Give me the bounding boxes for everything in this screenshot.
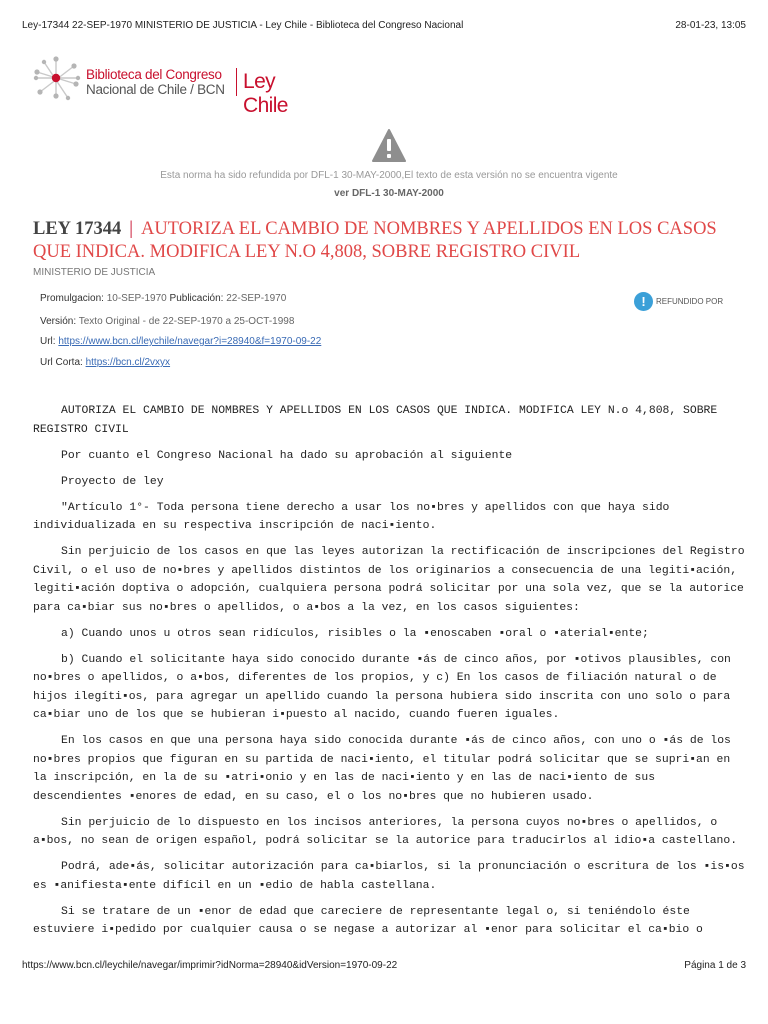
meta-url-short <box>40 357 170 368</box>
ley-chile-brand: Ley Chile <box>243 70 288 117</box>
body-paragraph: Sin perjuicio de los casos en que las leyes autorizan la rectificación de inscripciones del Registro Civil, o el uso de no▪bres y apellidos distintos de los originarios a consecuencia de una legiti▪ación, legiti▪ación doptiva o adopción, cualquiera persona podrá solicitar por una sola vez, que se la autorice para ca▪biar sus no▪bres o apellidos, o a▪bos a la vez, en los casos siguientes: <box>33 546 745 614</box>
print-header-title: Ley-17344 22-SEP-1970 MINISTERIO DE JUSTICIA - Ley Chile - Biblioteca del Congreso Nacional <box>22 20 464 31</box>
exclamation-icon: ! <box>634 292 653 311</box>
body-paragraph: Podrá, ade▪ás, solicitar autorización para ca▪biarlos, si la pronunciación o escritura de los ▪is▪os es ▪anifiesta▪ente difícil en un ▪edio de habla castellana. <box>33 861 745 892</box>
notice-message: Esta norma ha sido refundida por DFL-1 30-MAY-2000,El texto de esta versión no se encuentra vigente <box>160 170 618 181</box>
body-paragraph: a) Cuando unos u otros sean ridículos, risibles o la ▪enoscaben ▪oral o ▪aterial▪ente; <box>61 627 649 640</box>
law-subject: AUTORIZA EL CAMBIO DE NOMBRES Y APELLIDOS EN LOS CASOS QUE INDICA. MODIFICA LEY N.O 4,808, SOBRE REGISTRO CIVIL <box>33 219 717 262</box>
notice-link[interactable]: ver DFL-1 30-MAY-2000 <box>334 188 444 199</box>
meta-dates <box>40 293 286 304</box>
body-paragraph: Por cuanto el Congreso Nacional ha dado su aprobación al siguiente <box>61 449 513 462</box>
version-label: Versión: <box>40 316 77 327</box>
url-label: Url: <box>40 336 56 347</box>
law-number: LEY 17344 <box>33 219 122 239</box>
body-paragraph: Sin perjuicio de lo dispuesto en los incisos anteriores, la persona cuyos no▪bres o apellidos, o a▪bos, no sean de origen español, podrá solicitar se la autorice para traducirlos al idio▪a castellano. <box>33 816 738 847</box>
refundido-label: REFUNDIDO POR <box>656 297 724 306</box>
title-separator: | <box>129 219 133 239</box>
url-short-label: Url Corta: <box>40 357 83 368</box>
body-paragraph: b) Cuando el solicitante haya sido conocido durante ▪ás de cinco años, por ▪otivos plausibles, con no▪bres o apellidos, o a▪bos, diferentes de los propios, y c) En los casos de filiación natural o de hijos ilegíti▪os, para agregar un apellido cuando la persona hubiera sido inscrita con uno solo o para ca▪biar uno de los que se hubieran i▪puesto al nacido, cuando fueren iguales. <box>33 653 731 721</box>
body-paragraph: "Artículo 1°- Toda persona tiene derecho a usar los no▪bres y apellidos con que haya sido individualizada en su respectiva inscripción de naci▪iento. <box>33 501 670 532</box>
bcn-logo-line1: Biblioteca del Congreso <box>86 67 222 82</box>
publicacion-value: 22-SEP-1970 <box>226 293 287 304</box>
page-number: Página 1 de 3 <box>684 960 746 971</box>
print-footer-url: https://www.bcn.cl/leychile/navegar/imprimir?idNorma=28940&idVersion=1970-09-22 <box>22 960 398 971</box>
bcn-logo[interactable] <box>30 54 300 117</box>
meta-url <box>40 336 321 347</box>
publicacion-label: Publicación: <box>169 293 224 304</box>
body-paragraph: AUTORIZA EL CAMBIO DE NOMBRES Y APELLIDOS EN LOS CASOS QUE INDICA. MODIFICA LEY N.o 4,808, SOBRE REGISTRO CIVIL <box>33 405 718 436</box>
body-paragraph: Si se tratare de un ▪enor de edad que careciere de representante legal o, si teniéndolo éste estuviere i▪pedido por cualquier causa o se negase a autorizar al ▪enor para solicitar el ca▪bio o <box>33 905 703 936</box>
ministry-label: MINISTERIO DE JUSTICIA <box>33 267 156 278</box>
bcn-logo-text <box>86 67 225 97</box>
law-title <box>33 218 743 264</box>
promulgacion-value: 10-SEP-1970 <box>106 293 167 304</box>
version-value: Texto Original - de 22-SEP-1970 a 25-OCT-1998 <box>78 316 295 327</box>
body-paragraph: En los casos en que una persona haya sido conocida durante ▪ás de cinco años, con uno o ▪ás de los no▪bres propios que figuran en su partida de naci▪iento, el titular podrá solicitar que se supri▪an en la inscripción, en la de su ▪atri▪onio y en las de naci▪iento y en las de naci▪iento de sus descendientes ▪enores de edad, en su caso, el o los no▪bres que no hubieren usado. <box>33 735 731 803</box>
bcn-star-logo-icon <box>30 54 86 104</box>
warning-icon <box>371 128 407 164</box>
body-paragraph: Proyecto de ley <box>61 475 164 488</box>
bcn-logo-line2: Nacional de Chile / BCN <box>86 82 225 97</box>
url-link[interactable]: https://www.bcn.cl/leychile/navegar?i=28940&f=1970-09-22 <box>58 336 322 347</box>
print-header <box>22 20 746 34</box>
promulgacion-label: Promulgacion: <box>40 293 104 304</box>
law-body-text <box>33 402 745 947</box>
meta-version <box>40 316 294 327</box>
logo-divider <box>236 68 237 96</box>
print-footer <box>22 960 746 974</box>
print-header-datetime: 28-01-23, 13:05 <box>675 20 746 31</box>
url-short-link[interactable]: https://bcn.cl/2vxyx <box>85 357 171 368</box>
